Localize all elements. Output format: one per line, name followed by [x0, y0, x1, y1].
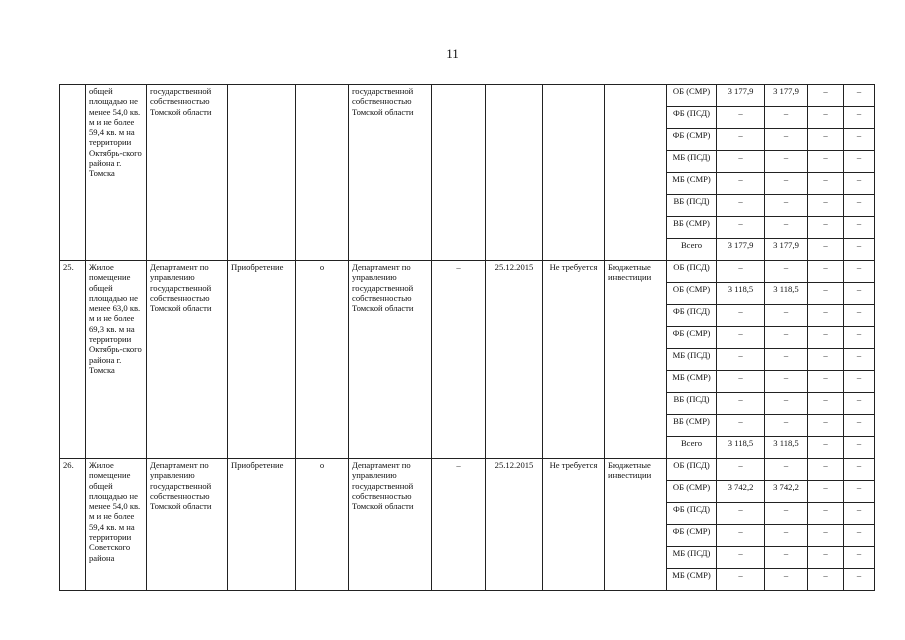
finance-value-v3: – — [808, 217, 844, 239]
finance-value-v4: – — [844, 283, 875, 305]
finance-value-v3: – — [808, 371, 844, 393]
owner-name: Департамент по управлению государственной собственностью Томской области — [147, 459, 228, 591]
finance-source: ОБ (ПСД) — [667, 459, 717, 481]
finance-value-v1: – — [717, 569, 765, 591]
finance-source: Всего — [667, 239, 717, 261]
finance-source: ВБ (СМР) — [667, 217, 717, 239]
finance-value-v2: – — [765, 525, 808, 547]
finance-value-v1: 3 742,2 — [717, 481, 765, 503]
finance-value-v2: – — [765, 547, 808, 569]
finance-value-v4: – — [844, 85, 875, 107]
acquisition-method — [228, 85, 296, 261]
finance-value-v3: – — [808, 437, 844, 459]
finance-value-v3: – — [808, 547, 844, 569]
finance-value-v4: – — [844, 503, 875, 525]
finance-value-v4: – — [844, 349, 875, 371]
row-number — [60, 85, 86, 261]
finance-value-v3: – — [808, 415, 844, 437]
funding-type: Бюджетные инвестиции — [605, 261, 667, 459]
finance-value-v3: – — [808, 327, 844, 349]
finance-value-v2: – — [765, 415, 808, 437]
finance-value-v4: – — [844, 261, 875, 283]
finance-value-v3: – — [808, 503, 844, 525]
row-number: 25. — [60, 261, 86, 459]
finance-value-v2: 3 118,5 — [765, 437, 808, 459]
finance-value-v1: 3 118,5 — [717, 437, 765, 459]
finance-value-v4: – — [844, 151, 875, 173]
finance-value-v3: – — [808, 459, 844, 481]
finance-value-v3: – — [808, 349, 844, 371]
finance-value-v3: – — [808, 129, 844, 151]
owner-name: государственной собственностью Томской области — [147, 85, 228, 261]
finance-value-v1: – — [717, 503, 765, 525]
finance-value-v1: – — [717, 107, 765, 129]
finance-value-v3: – — [808, 151, 844, 173]
expertise-status: Не требуется — [543, 459, 605, 591]
finance-source: ОБ (СМР) — [667, 85, 717, 107]
finance-value-v3: – — [808, 283, 844, 305]
finance-source: МБ (ПСД) — [667, 547, 717, 569]
finance-value-v1: 3 118,5 — [717, 283, 765, 305]
customer-name: государственной собственностью Томской области — [349, 85, 432, 261]
finance-value-v3: – — [808, 107, 844, 129]
funding-type — [605, 85, 667, 261]
finance-value-v1: 3 177,9 — [717, 85, 765, 107]
object-mark: о — [296, 459, 349, 591]
finance-value-v4: – — [844, 437, 875, 459]
finance-value-v2: – — [765, 305, 808, 327]
finance-value-v3: – — [808, 525, 844, 547]
finance-value-v4: – — [844, 239, 875, 261]
finance-value-v4: – — [844, 481, 875, 503]
table-row — [60, 459, 875, 481]
finance-value-v1: – — [717, 305, 765, 327]
finance-value-v1: – — [717, 459, 765, 481]
customer-name: Департамент по управлению государственной собственностью Томской области — [349, 261, 432, 459]
finance-value-v1: – — [717, 547, 765, 569]
funding-type: Бюджетные инвестиции — [605, 459, 667, 591]
object-name: общей площадью не менее 54,0 кв. м и не более 59,4 кв. м на территории Октябрь-ского района г. Томска — [86, 85, 147, 261]
finance-source: ОБ (СМР) — [667, 283, 717, 305]
finance-source: ФБ (ПСД) — [667, 503, 717, 525]
finance-value-v3: – — [808, 261, 844, 283]
finance-source: МБ (ПСД) — [667, 151, 717, 173]
finance-value-v1: – — [717, 327, 765, 349]
table-row — [60, 261, 875, 283]
completion-date: 25.12.2015 — [486, 261, 543, 459]
finance-value-v1: 3 177,9 — [717, 239, 765, 261]
finance-value-v2: 3 177,9 — [765, 85, 808, 107]
object-mark — [296, 85, 349, 261]
customer-name: Департамент по управлению государственной собственностью Томской области — [349, 459, 432, 591]
finance-value-v4: – — [844, 393, 875, 415]
finance-value-v3: – — [808, 239, 844, 261]
finance-source: Всего — [667, 437, 717, 459]
finance-source: ВБ (ПСД) — [667, 393, 717, 415]
finance-source: ФБ (СМР) — [667, 129, 717, 151]
finance-source: МБ (СМР) — [667, 371, 717, 393]
finance-value-v1: – — [717, 261, 765, 283]
finance-value-v3: – — [808, 569, 844, 591]
finance-value-v3: – — [808, 481, 844, 503]
finance-value-v2: – — [765, 503, 808, 525]
investment-objects-table — [59, 84, 875, 591]
finance-value-v2: 3 118,5 — [765, 283, 808, 305]
finance-value-v2: – — [765, 569, 808, 591]
finance-value-v2: – — [765, 459, 808, 481]
finance-value-v4: – — [844, 371, 875, 393]
finance-value-v2: – — [765, 129, 808, 151]
finance-value-v2: – — [765, 217, 808, 239]
object-name: Жилое помещение общей площадью не менее 54,0 кв. м и не более 59,4 кв. м на территории Советского района — [86, 459, 147, 591]
expertise-status: Не требуется — [543, 261, 605, 459]
finance-value-v3: – — [808, 195, 844, 217]
finance-value-v3: – — [808, 173, 844, 195]
finance-value-v2: 3 177,9 — [765, 239, 808, 261]
finance-source: ФБ (ПСД) — [667, 107, 717, 129]
finance-value-v4: – — [844, 569, 875, 591]
finance-value-v3: – — [808, 85, 844, 107]
finance-source: ВБ (ПСД) — [667, 195, 717, 217]
finance-value-v4: – — [844, 459, 875, 481]
finance-value-v3: – — [808, 393, 844, 415]
finance-value-v3: – — [808, 305, 844, 327]
finance-source: МБ (ПСД) — [667, 349, 717, 371]
pir-value: – — [432, 261, 486, 459]
finance-value-v1: – — [717, 129, 765, 151]
finance-value-v4: – — [844, 195, 875, 217]
finance-value-v2: – — [765, 151, 808, 173]
finance-value-v4: – — [844, 129, 875, 151]
object-mark: о — [296, 261, 349, 459]
finance-value-v1: – — [717, 415, 765, 437]
finance-value-v2: 3 742,2 — [765, 481, 808, 503]
finance-value-v1: – — [717, 525, 765, 547]
completion-date: 25.12.2015 — [486, 459, 543, 591]
finance-value-v1: – — [717, 217, 765, 239]
finance-source: ФБ (ПСД) — [667, 305, 717, 327]
finance-value-v2: – — [765, 261, 808, 283]
acquisition-method: Приобретение — [228, 261, 296, 459]
finance-value-v4: – — [844, 327, 875, 349]
acquisition-method: Приобретение — [228, 459, 296, 591]
table-row — [60, 85, 875, 107]
pir-value — [432, 85, 486, 261]
finance-value-v2: – — [765, 393, 808, 415]
page-number: 11 — [446, 46, 459, 61]
completion-date — [486, 85, 543, 261]
finance-value-v4: – — [844, 547, 875, 569]
object-name: Жилое помещение общей площадью не менее 63,0 кв. м и не более 69,3 кв. м на территории Октябрь-ского района г. Томска — [86, 261, 147, 459]
pir-value: – — [432, 459, 486, 591]
finance-value-v1: – — [717, 393, 765, 415]
finance-source: ФБ (СМР) — [667, 327, 717, 349]
finance-value-v4: – — [844, 217, 875, 239]
finance-value-v4: – — [844, 173, 875, 195]
finance-source: МБ (СМР) — [667, 173, 717, 195]
finance-source: ВБ (СМР) — [667, 415, 717, 437]
finance-value-v4: – — [844, 305, 875, 327]
finance-value-v2: – — [765, 371, 808, 393]
finance-value-v2: – — [765, 349, 808, 371]
finance-source: ОБ (ПСД) — [667, 261, 717, 283]
finance-value-v4: – — [844, 525, 875, 547]
finance-value-v2: – — [765, 195, 808, 217]
finance-value-v1: – — [717, 173, 765, 195]
finance-source: ФБ (СМР) — [667, 525, 717, 547]
finance-value-v1: – — [717, 349, 765, 371]
finance-value-v1: – — [717, 371, 765, 393]
expertise-status — [543, 85, 605, 261]
finance-value-v2: – — [765, 107, 808, 129]
finance-value-v4: – — [844, 107, 875, 129]
finance-source: ОБ (СМР) — [667, 481, 717, 503]
finance-source: МБ (СМР) — [667, 569, 717, 591]
finance-value-v2: – — [765, 327, 808, 349]
finance-value-v2: – — [765, 173, 808, 195]
owner-name: Департамент по управлению государственной собственностью Томской области — [147, 261, 228, 459]
finance-value-v4: – — [844, 415, 875, 437]
row-number: 26. — [60, 459, 86, 591]
finance-value-v1: – — [717, 195, 765, 217]
finance-value-v1: – — [717, 151, 765, 173]
